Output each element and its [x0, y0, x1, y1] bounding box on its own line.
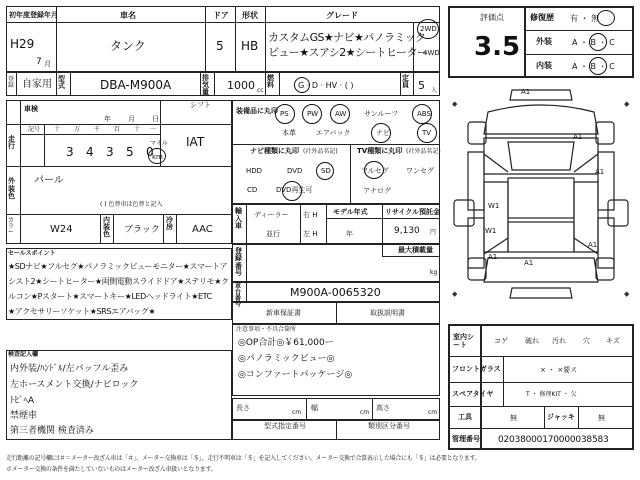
interior-options: A ・ B ・ C — [572, 62, 615, 71]
interior-color-label: 内装色 — [103, 216, 110, 238]
interior-label: 内装 — [536, 61, 552, 70]
spare-tire-value: T ・ 修理KIT ・ 欠 — [526, 391, 577, 398]
capacity-label: 定員 — [402, 74, 409, 89]
jack-value: 無 — [598, 414, 605, 422]
shape-value: HB — [241, 39, 259, 53]
nav-dvd: DVD — [287, 167, 303, 175]
tv-oneseg: ワンセグ — [406, 167, 434, 175]
car-name: タンク — [110, 39, 146, 53]
ac-label: 冷房 — [166, 216, 173, 231]
mgmt-no-value: 02038000170000038583 — [498, 435, 609, 445]
nav-dvd-play: DVD再生可 — [276, 186, 313, 194]
windshield-label: フロントガラス — [452, 365, 501, 373]
reg-year-label: 初年度登録年月 — [9, 11, 58, 19]
private-label: 登録 — [8, 76, 15, 89]
displacement-unit: cc — [257, 87, 264, 94]
tv-type-label: TV種類に丸印 — [357, 147, 403, 155]
registered-no-label: 登録番号 — [235, 247, 242, 278]
diag-mark-3: A1 — [595, 168, 605, 176]
nav-type-label: ナビ種類に丸印 — [250, 147, 299, 155]
displacement-value: 1000 — [227, 79, 255, 92]
diag-mark-6: A1 — [524, 259, 534, 267]
notes-line-3: ◎コンファートパッケージ◎ — [238, 370, 353, 380]
width-label: 幅 — [311, 404, 318, 412]
equipment-circle — [412, 104, 432, 124]
import-dealer: ディーラー — [254, 211, 289, 219]
exterior-circle — [589, 33, 607, 51]
color-code-label: カラー — [8, 217, 15, 236]
doors-label: ドア — [213, 11, 229, 20]
diag-mark-2: A1 — [573, 133, 583, 141]
car-diagram-svg — [448, 82, 634, 322]
import-right-hand: 右 H — [303, 211, 318, 219]
fuel-circle — [294, 77, 310, 93]
tv-fullseg: フルセグ — [361, 167, 389, 175]
sales-points-label: セールスポイント — [8, 250, 56, 257]
inspection-year-unit: 年 — [104, 115, 111, 123]
spare-tire-label: スペアタイヤ — [452, 390, 494, 398]
model-spec-label: 型式指定番号 — [264, 422, 306, 430]
equipment-item: 本革 — [282, 129, 296, 137]
equipment-circle — [371, 123, 391, 143]
svg-text:◆: ◆ — [452, 290, 458, 298]
max-load-label: 最大積載量 — [398, 246, 433, 254]
nav-sd: SD — [321, 167, 331, 175]
mileage-label: 走行 — [8, 135, 15, 150]
equipment-circle — [330, 104, 350, 124]
model-year-unit: 年 — [346, 230, 353, 238]
equipment-item: ABS — [417, 110, 431, 118]
height-label: 高さ — [376, 404, 390, 412]
mileage-unit-mile: マイル — [150, 140, 168, 147]
height-unit: cm — [428, 409, 438, 416]
diag-mark-5: W1 — [485, 227, 497, 235]
mileage-digit-label: 千 — [94, 126, 101, 133]
equipment-item: エアバック — [316, 129, 351, 137]
equipment-circle — [417, 123, 437, 143]
reg-month-unit: 月 — [44, 60, 51, 68]
notes-line-1: ◎OP合計◎￥61,000ー — [238, 338, 334, 348]
shift-label: シフト — [190, 101, 211, 109]
capacity-unit: 人 — [431, 87, 438, 94]
manual-label: 取扱説明書 — [370, 309, 405, 317]
grade-line-2: ビュー★スアシ2★シートヒーター — [268, 46, 428, 59]
exterior-options: A ・ B ・ C — [572, 38, 615, 47]
km-circle — [146, 145, 166, 164]
interior-color-value: ブラック — [124, 225, 160, 235]
inspector-label: 検査記入欄 — [8, 351, 39, 358]
inspector-line-1: 内外装/ﾊﾝﾄﾞﾙ/左パッフル歪み — [10, 364, 129, 374]
seat-item: コゲ — [494, 337, 508, 345]
jack-label: ジャッキ — [547, 413, 575, 421]
mileage-digit: 5 — [126, 145, 134, 159]
drive-2wd: 2WD — [420, 25, 437, 33]
exterior-color-value: パール — [34, 175, 64, 186]
import-label: 輸入車 — [235, 207, 242, 231]
doors-value: 5 — [216, 39, 224, 53]
inspection-month-unit: 月 — [128, 115, 135, 123]
mileage-digit: 0 — [146, 145, 154, 159]
nav-sd-circle — [316, 162, 334, 180]
score-label: 評価点 — [480, 13, 504, 22]
vehicle-block — [6, 100, 232, 244]
equipment-item: PS — [280, 110, 289, 118]
equipment-circle — [302, 104, 322, 124]
class-no-label: 類別区分番号 — [368, 422, 410, 430]
mileage-digit: 3 — [106, 145, 114, 159]
equipment-item: AW — [335, 110, 347, 118]
mileage-unit-km: km — [152, 153, 163, 161]
equipment-item: サンルーフ — [364, 110, 399, 118]
reg-year: H29 — [10, 37, 35, 51]
mileage-digit: 3 — [66, 145, 74, 159]
sales-line-2: シスト2★シートヒーター★両側電動スライドドア★ステリモ★ク — [8, 277, 229, 286]
exterior-label: 外装 — [536, 37, 552, 46]
shift-value: IAT — [186, 135, 205, 149]
equipment-item: PW — [307, 110, 319, 118]
chassis-label: 車台番号 — [235, 283, 242, 308]
drive-2wd-circle — [417, 19, 439, 39]
chassis-value: M900A-0065320 — [290, 286, 381, 299]
length-label: 長さ — [236, 404, 250, 412]
score-value: 3.5 — [474, 32, 521, 62]
drive-4wd: 4WD — [423, 49, 440, 57]
capacity-value: 5 — [418, 79, 425, 92]
mgmt-no-label: 管理番号 — [452, 435, 480, 443]
seat-item: 穴 — [583, 337, 590, 345]
grade-label: グレード — [326, 11, 358, 20]
tv-fullseg-circle — [364, 161, 384, 179]
inspector-line-5: 第三者機関 検査済み — [10, 426, 94, 436]
diag-mark-8: A1 — [588, 241, 598, 249]
notes-header: 注意事項・不具合箇所 — [236, 326, 297, 333]
ac-value: AAC — [192, 224, 213, 235]
tv-analog: アナログ — [363, 187, 391, 195]
mileage-digit-label: 万 — [74, 126, 81, 133]
warranty-label: 新車保証書 — [266, 309, 301, 317]
model-label: 型式 — [58, 75, 65, 90]
import-left-hand: 左 H — [303, 230, 318, 238]
inspection-label: 車検 — [24, 105, 38, 113]
nav-dvd-play-circle — [282, 181, 302, 201]
interior-circle — [589, 57, 607, 75]
row2-block — [6, 72, 440, 96]
windshield-value: × ・ ×要ス — [540, 366, 578, 374]
tools-value: 無 — [510, 414, 517, 422]
displacement-label: 排気量 — [202, 74, 209, 96]
name-label: 車名 — [120, 11, 136, 20]
nav-type-note: (社外品名記) — [303, 148, 338, 155]
inspector-line-2: 左ホースメント交換/ナビロック — [10, 380, 139, 390]
model-year-label: モデル年式 — [333, 208, 368, 216]
recycle-unit: 円 — [430, 229, 437, 236]
tools-label: 工具 — [458, 413, 472, 421]
mileage-digit-label: 十 — [134, 126, 141, 133]
exterior-color-label: 外装色 — [8, 177, 15, 201]
length-unit: cm — [292, 409, 302, 416]
import-parallel: 並行 — [266, 230, 280, 238]
interior-seat-label: 室内シート — [453, 333, 474, 350]
seat-item: 汚れ — [552, 337, 566, 345]
mileage-digit: 4 — [86, 145, 94, 159]
footer-line-2: ホメーター交換の条件を満たしていないものはメーター改ざん車扱いとなります。 — [6, 466, 217, 473]
diag-mark-4: W1 — [488, 202, 500, 210]
mileage-digit-label: 百 — [114, 126, 121, 133]
tv-type-note: (社外品名記) — [406, 148, 441, 155]
fuel-options: G · D · HV · ( ) — [298, 81, 354, 90]
sales-line-3: ルコン★Pスタート★スマートキー★LEDヘッドライト★ETC — [8, 292, 212, 301]
nav-hdd: HDD — [246, 167, 263, 175]
equipment-circle — [275, 104, 295, 124]
repair-circle — [597, 10, 615, 26]
equipment-item: ナビ — [376, 129, 390, 137]
damage-diagram — [448, 82, 634, 322]
fuel-label: 燃料 — [267, 74, 274, 89]
seat-item: キズ — [606, 337, 620, 345]
mileage-digit-label: 十 — [54, 126, 61, 133]
use-value: 自家用 — [22, 79, 52, 90]
inspection-date-unit: 日 — [152, 115, 159, 123]
shape-label: 形状 — [242, 11, 258, 20]
mileage-digit-label: 一 — [150, 126, 157, 133]
mileage-digit-label: 記号 — [28, 126, 41, 133]
seat-item: 破れ — [525, 337, 539, 345]
equipment-label: 装備品に丸印 — [236, 107, 278, 115]
repair-label: 修復歴 — [530, 13, 554, 22]
recycle-value: 9,130 — [394, 226, 420, 236]
max-load-unit: kg — [430, 269, 438, 276]
svg-text:◆: ◆ — [624, 100, 630, 108]
color-code-value: W24 — [50, 224, 73, 235]
dimensions-block — [232, 398, 440, 420]
sales-line-1: ★SDナビ★フルセグ★パノラミックビューモニター★スマートア — [8, 262, 228, 271]
reg-month: 7 — [36, 57, 42, 67]
sales-line-4: ★アクセサリーソケット★SRSエアバッグ★ — [8, 307, 156, 316]
svg-text:◆: ◆ — [624, 290, 630, 298]
recycle-label: リサイクル預託金 — [385, 208, 441, 216]
diag-mark-7: A1 — [488, 253, 498, 261]
svg-text:◆: ◆ — [452, 100, 458, 108]
repair-options: 有 ・ 無 — [570, 14, 600, 23]
equipment-item: TV — [422, 129, 432, 137]
nav-cd: CD — [247, 186, 258, 194]
footer-line-1: 走行距離の記号欄に(＃＝メーター改ざん車は「＃」、メーター交換車は「＄」、走行不明車は「＄」を記入してください。メーター交換で合算表示した場合にも「＄」は必要となります。 — [6, 455, 481, 462]
inspector-line-4: 禁煙車 — [10, 411, 38, 421]
inspector-line-3: ﾄﾋﾞﾍA — [10, 396, 35, 406]
model-value: DBA-M900A — [100, 78, 172, 92]
color-note: ( ) 色替車は色替と記入 — [100, 201, 163, 208]
width-unit: cm — [360, 409, 370, 416]
diag-mark-1: A1 — [521, 88, 531, 96]
notes-line-2: ◎パノラミックビュー◎ — [238, 354, 335, 364]
grade-line-1: カスタムGS★ナビ★パノラミック — [268, 31, 426, 44]
